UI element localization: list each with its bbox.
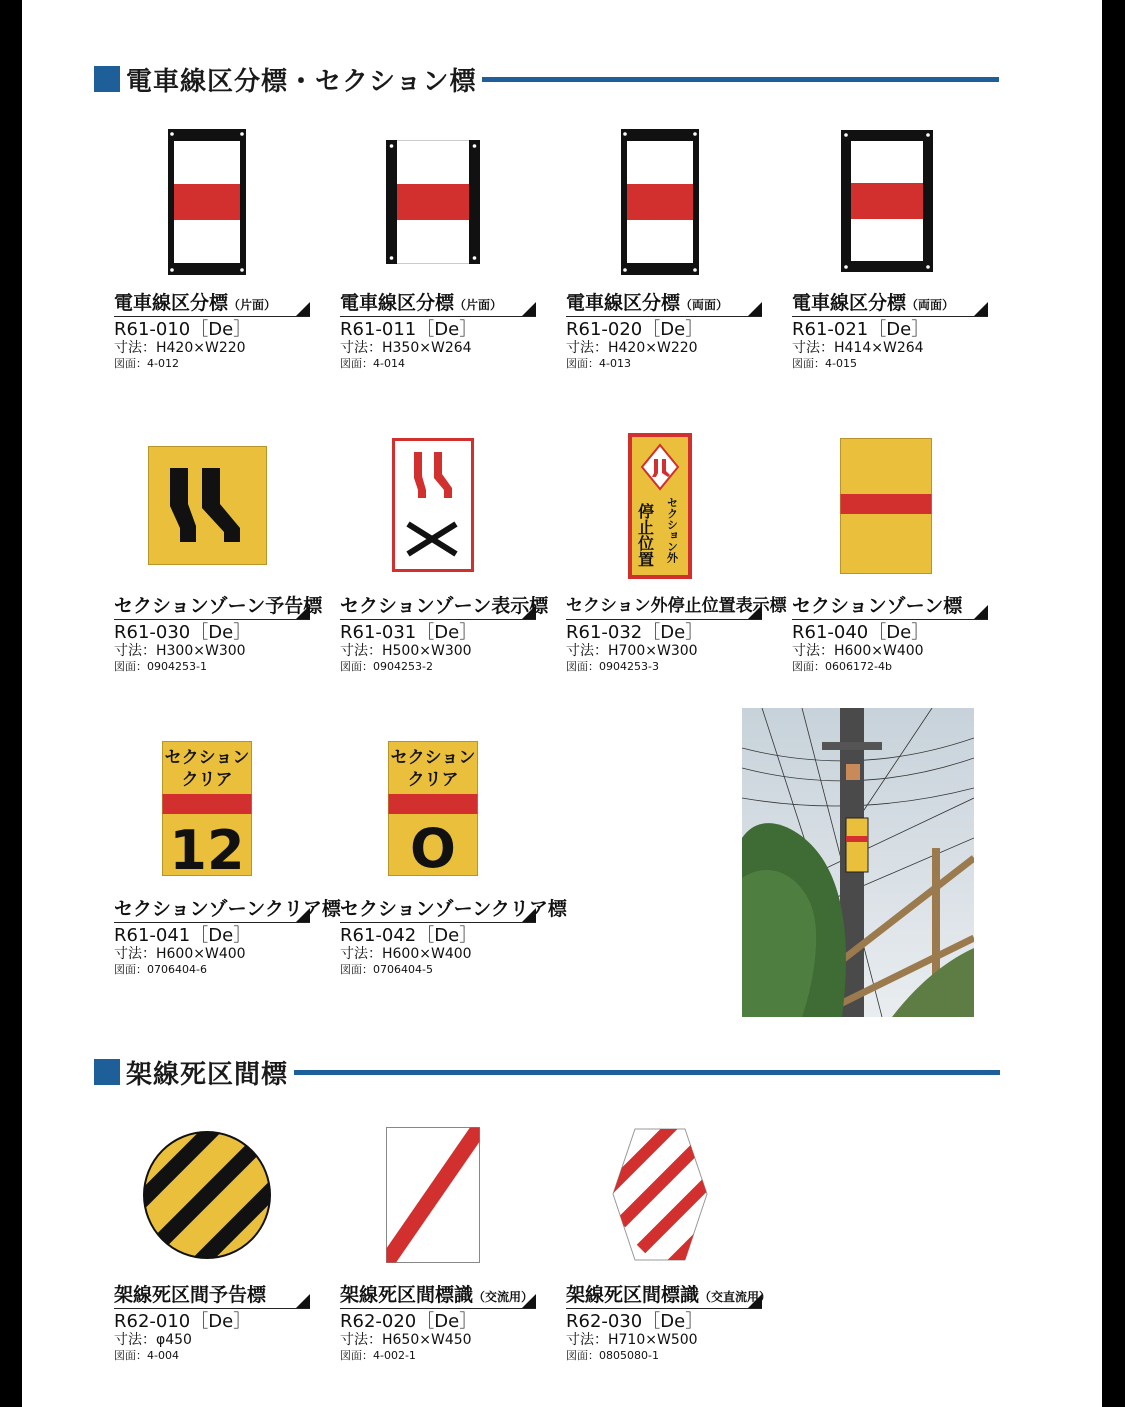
item-size: 寸法：H420×W220 bbox=[114, 340, 246, 356]
caption-r62-010 bbox=[114, 1282, 314, 1363]
sign-r62-010 bbox=[142, 1130, 272, 1260]
item-name bbox=[792, 593, 988, 620]
item-size: 寸法：H350×W264 bbox=[340, 340, 472, 356]
corner-triangle-icon bbox=[522, 605, 536, 619]
sign-r61-030 bbox=[148, 446, 267, 565]
item-size: 寸法：H300×W300 bbox=[114, 643, 246, 659]
item-name-sub: （両面） bbox=[680, 298, 729, 312]
item-name bbox=[340, 1282, 536, 1309]
corner-triangle-icon bbox=[522, 908, 536, 922]
section-rule bbox=[294, 1070, 1000, 1075]
sign-r61-032 bbox=[628, 433, 692, 579]
catalog-page bbox=[22, 0, 1102, 1407]
item-name-text: 電車線区分標 bbox=[566, 292, 681, 314]
item-name-sub: （両面） bbox=[906, 298, 955, 312]
caption-r61-042 bbox=[340, 896, 567, 977]
item-name-sub: （片面） bbox=[454, 298, 503, 312]
corner-triangle-icon bbox=[748, 605, 762, 619]
caption-r61-030 bbox=[114, 593, 323, 674]
item-name bbox=[114, 896, 341, 923]
sign-r61-010 bbox=[168, 129, 246, 275]
item-name-text: セクションゾーン予告標 bbox=[114, 595, 323, 617]
item-name-text: 架線死区間予告標 bbox=[114, 1284, 267, 1306]
caption-r61-041 bbox=[114, 896, 341, 977]
caption-r62-030 bbox=[566, 1282, 772, 1363]
item-name bbox=[792, 290, 988, 317]
item-name-text: セクションゾーン標 bbox=[792, 595, 963, 617]
item-drawing: 図面：0904253-2 bbox=[340, 660, 433, 673]
item-name-sub: （交流用） bbox=[473, 1290, 534, 1304]
corner-triangle-icon bbox=[296, 302, 310, 316]
sign-vertical-text-stop: 停止位置 bbox=[635, 503, 655, 567]
section-title: 架線死区間標 bbox=[126, 1059, 289, 1090]
section-header-section-signs bbox=[94, 59, 999, 99]
item-code: R61-011［De］ bbox=[340, 319, 478, 340]
section-marker bbox=[94, 1059, 120, 1085]
item-drawing: 図面：4-015 bbox=[792, 357, 857, 370]
item-drawing: 図面：0904253-3 bbox=[566, 660, 659, 673]
item-name-sub: （片面） bbox=[228, 298, 277, 312]
item-drawing: 図面：0805080-1 bbox=[566, 1349, 659, 1362]
item-name-text: 電車線区分標 bbox=[114, 292, 229, 314]
item-drawing: 図面：0706404-5 bbox=[340, 963, 433, 976]
corner-triangle-icon bbox=[974, 302, 988, 316]
section-header-dead-section bbox=[94, 1052, 1000, 1092]
item-code: R62-030［De］ bbox=[566, 1311, 704, 1332]
item-name bbox=[114, 593, 323, 620]
sign-text-clear: クリア bbox=[407, 770, 459, 790]
item-name-text: 架線死区間標識 bbox=[566, 1284, 700, 1306]
sign-r61-040 bbox=[840, 438, 932, 574]
item-code: R62-010［De］ bbox=[114, 1311, 252, 1332]
item-name-text: 電車線区分標 bbox=[792, 292, 907, 314]
section-rule bbox=[482, 77, 999, 82]
caption-r61-032 bbox=[566, 593, 787, 674]
item-code: R61-010［De］ bbox=[114, 319, 252, 340]
item-name bbox=[340, 896, 567, 923]
sign-text-number: 12 bbox=[169, 819, 245, 876]
item-code: R62-020［De］ bbox=[340, 1311, 478, 1332]
item-name-text: 架線死区間標識 bbox=[340, 1284, 474, 1306]
item-drawing: 図面：0606172-4b bbox=[792, 660, 892, 673]
sign-r61-011 bbox=[386, 140, 480, 264]
caption-r61-040 bbox=[792, 593, 992, 674]
item-size: 寸法：H650×W450 bbox=[340, 1332, 472, 1348]
caption-r61-021 bbox=[792, 290, 992, 371]
item-drawing: 図面：4-004 bbox=[114, 1349, 179, 1362]
corner-triangle-icon bbox=[522, 302, 536, 316]
item-drawing: 図面：4-014 bbox=[340, 357, 405, 370]
item-drawing: 図面：4-002-1 bbox=[340, 1349, 416, 1362]
caption-r61-010 bbox=[114, 290, 314, 371]
item-size: 寸法：H700×W300 bbox=[566, 643, 698, 659]
item-code: R61-040［De］ bbox=[792, 622, 930, 643]
sign-r61-042 bbox=[388, 741, 478, 876]
corner-triangle-icon bbox=[748, 1294, 762, 1308]
item-code: R61-020［De］ bbox=[566, 319, 704, 340]
item-size: 寸法：H600×W400 bbox=[114, 946, 246, 962]
item-drawing: 図面：0706404-6 bbox=[114, 963, 207, 976]
item-name-text: 電車線区分標 bbox=[340, 292, 455, 314]
installation-photo bbox=[742, 708, 974, 1017]
corner-triangle-icon bbox=[296, 605, 310, 619]
item-code: R61-021［De］ bbox=[792, 319, 930, 340]
item-size: 寸法：H420×W220 bbox=[566, 340, 698, 356]
caption-r62-020 bbox=[340, 1282, 540, 1363]
corner-triangle-icon bbox=[296, 908, 310, 922]
item-size: 寸法：φ450 bbox=[114, 1332, 192, 1348]
item-code: R61-032［De］ bbox=[566, 622, 704, 643]
item-name bbox=[114, 290, 310, 317]
item-size: 寸法：H414×W264 bbox=[792, 340, 924, 356]
item-size: 寸法：H600×W400 bbox=[792, 643, 924, 659]
sign-text-clear: クリア bbox=[181, 770, 233, 790]
item-code: R61-042［De］ bbox=[340, 925, 478, 946]
corner-triangle-icon bbox=[296, 1294, 310, 1308]
section-title: 電車線区分標・セクション標 bbox=[126, 66, 477, 97]
section-marker bbox=[94, 66, 120, 92]
item-name bbox=[114, 1282, 310, 1309]
item-name bbox=[566, 290, 762, 317]
caption-r61-031 bbox=[340, 593, 549, 674]
sign-r61-041 bbox=[162, 741, 252, 876]
item-name bbox=[566, 593, 787, 620]
item-size: 寸法：H600×W400 bbox=[340, 946, 472, 962]
item-code: R61-041［De］ bbox=[114, 925, 252, 946]
item-name-text: セクション外停止位置表示標 bbox=[566, 596, 787, 616]
item-code: R61-030［De］ bbox=[114, 622, 252, 643]
sign-text-section: セクション bbox=[390, 748, 476, 768]
sign-r61-020 bbox=[621, 129, 699, 275]
sign-text-section: セクション bbox=[164, 748, 250, 768]
item-drawing: 図面：4-012 bbox=[114, 357, 179, 370]
corner-triangle-icon bbox=[522, 1294, 536, 1308]
item-name bbox=[340, 290, 536, 317]
item-size: 寸法：H710×W500 bbox=[566, 1332, 698, 1348]
corner-triangle-icon bbox=[748, 302, 762, 316]
item-name-text: セクションゾーンクリア標 bbox=[114, 898, 341, 920]
item-name-sub: （交直流用） bbox=[699, 1290, 772, 1304]
item-drawing: 図面：4-013 bbox=[566, 357, 631, 370]
item-name bbox=[566, 1282, 772, 1309]
sign-r61-021 bbox=[841, 130, 933, 272]
corner-triangle-icon bbox=[974, 605, 988, 619]
sign-vertical-text-section: セクション外 bbox=[665, 497, 679, 563]
sign-r62-030 bbox=[611, 1127, 709, 1262]
item-name-text: セクションゾーン表示標 bbox=[340, 595, 549, 617]
caption-r61-011 bbox=[340, 290, 540, 371]
sign-r62-020 bbox=[386, 1127, 480, 1263]
item-code: R61-031［De］ bbox=[340, 622, 478, 643]
item-drawing: 図面：0904253-1 bbox=[114, 660, 207, 673]
item-name-text: セクションゾーンクリア標 bbox=[340, 898, 567, 920]
item-size: 寸法：H500×W300 bbox=[340, 643, 472, 659]
sign-text-zero: O bbox=[410, 817, 456, 876]
caption-r61-020 bbox=[566, 290, 766, 371]
item-name bbox=[340, 593, 549, 620]
sign-r61-031 bbox=[392, 438, 474, 572]
